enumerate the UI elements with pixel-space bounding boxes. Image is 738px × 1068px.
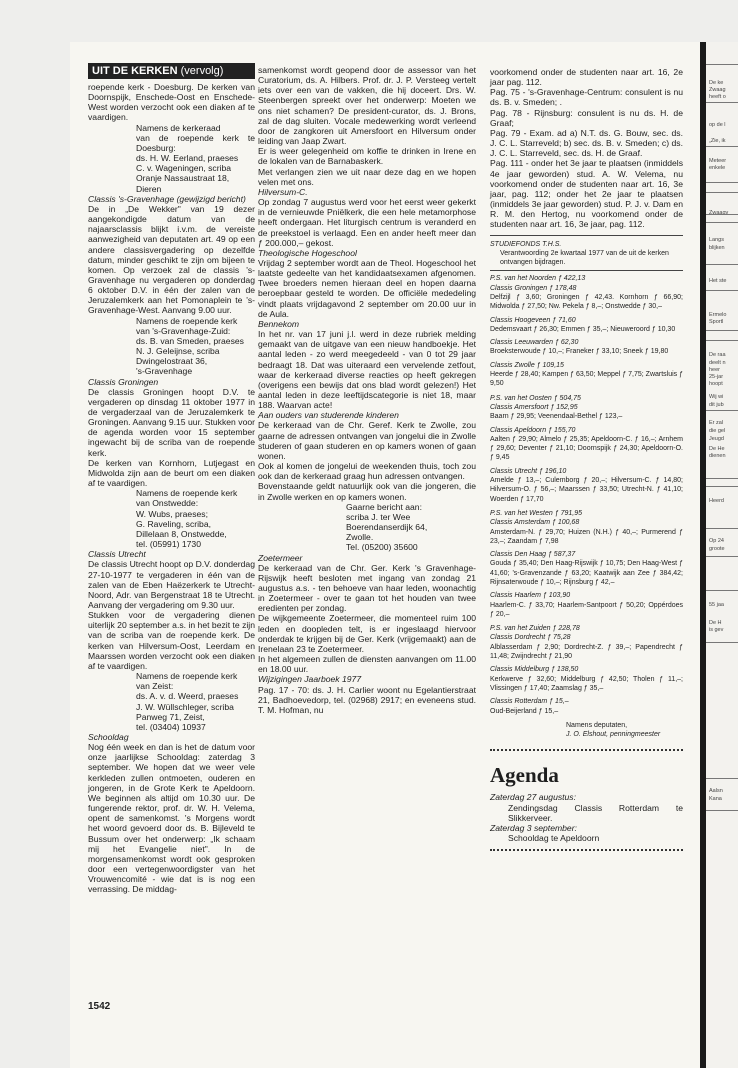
paragraph: Boerendanserdijk 64,: [346, 522, 428, 533]
studiefonds-section: [490, 240, 683, 740]
paragraph: De kerkeraad van de Chr. Geref. Kerk te Zwolle, zou gaarne de adressen ontvangen van jongelui die in Zwolle studeren of gaan studeren en op kamers wonen of gaan wonen.: [258, 420, 476, 461]
fund-entry-heading: Classis Rotterdam ƒ 15,–: [490, 698, 569, 706]
adjacent-page-text: 25-jar: [709, 374, 724, 380]
paragraph: Namens de roepende kerk: [136, 671, 238, 682]
fund-entry-heading: P.S. van het Westen ƒ 791,95: [490, 509, 582, 517]
fund-entry-detail: Heerde ƒ 28,40; Kampen ƒ 63,50; Meppel ƒ 7,75; Zwartsluis ƒ 9,50: [490, 371, 684, 388]
adjacent-page-text: Meteer: [709, 158, 727, 164]
paragraph: Met verlangen zien we uit naar deze dag en we hopen velen met ons.: [258, 166, 476, 187]
adjacent-page-rule: [706, 214, 738, 215]
adjacent-page-rule: [706, 410, 738, 411]
section-heading: Schooldag: [88, 732, 129, 742]
paragraph: De classis Utrecht hoopt op D.V. donderdag 27-10-1977 te vergaderen in één van de zalen van de Eben Haëzerkerk te Utrecht-Noord, Adr. van Bergenstraat 18 te Utrecht. Aanvang der vergadering om 9.30 uur.: [88, 559, 255, 610]
paragraph: Stukken voor de vergadering dienen uiterlijk 20 september a.s. in het bezit te zijn van de scriba van de roepende kerk. De kerken van Hilversum-Oost, Leerdam en Maarssen worden verzocht ook een diaken af te vaardigen.: [88, 610, 255, 671]
fund-entry-detail: Gouda ƒ 35,40; Den Haag-Rijswijk ƒ 10,75; Den Haag-West ƒ 41,60; 's-Gravenzande ƒ 63,20; Kaatwijk aan Zee ƒ 384,42; Rijnsaterwoude ƒ 10,–; Rijnsburg ƒ 42,–: [490, 560, 683, 586]
signature-name: J. O. Elshout, penningmeester: [566, 731, 661, 739]
adjacent-page-text: Het ste: [709, 278, 727, 284]
paragraph: roepende kerk - Doesburg. De kerken van Doornspijk, Enschede-Oost en Enschede-West worden verzocht ook een diaken af te vaardigen.: [88, 82, 255, 123]
adjacent-page-rule: [706, 64, 738, 65]
fund-entry-heading: Classis Apeldoorn ƒ 155,70: [490, 426, 576, 434]
paragraph: De in „De Wekker" van 19 dezer aangekondigde datum van de najaarsclassis blijkt i.v.m. de vereiste aanwezigheid van deputaten art. 49 op een andere classisvergadering op dezelfde datum, minder geschikt te zijn om bijeen te komen. Op verzoek zal de classis 's-Gravenhage nu vergaderen op donderdag 6 oktober D.V. in één der zalen van de Jeruzalemkerk aan het Pomonaplein te 's-Gravenhage-West. Aanvang 9.00 uur.: [88, 203, 255, 316]
page-number: 1542: [88, 1001, 111, 1012]
studiefonds-list: [490, 274, 683, 715]
agenda-list: [490, 792, 683, 843]
section-heading: Classis 's-Gravenhage (gewijzigd bericht): [88, 193, 246, 204]
adjacent-page-text: Op 24: [709, 538, 724, 544]
adjacent-page-text: Langs: [709, 237, 724, 243]
column-1: [88, 63, 255, 895]
paragraph: Dwingelostraat 36,: [136, 356, 208, 367]
adjacent-page-text: De raa: [709, 352, 726, 358]
signature-line: Namens deputaten,: [566, 721, 628, 729]
divider: [490, 270, 683, 271]
paragraph: Oranje Nassaustraat 18,: [136, 173, 230, 184]
adjacent-page-rule: [706, 192, 738, 193]
adjacent-page-text: enkele: [709, 165, 726, 171]
adjacent-page-text: die gel: [709, 428, 726, 434]
paragraph: ds. A. v. d. Weerd, praeses: [136, 691, 239, 702]
fund-entry-heading: P.S. van het Oosten ƒ 504,75: [490, 394, 581, 402]
adjacent-page-text: groote: [709, 546, 725, 552]
paragraph: Pag. 78 - Rijnsburg: consulent is nu ds. H. de Graaf;: [490, 107, 683, 128]
paragraph: ds. B. van Smeden, praeses: [136, 335, 244, 346]
paragraph: voorkomend onder de studenten naar art. 16, 2e jaar pag. 112.: [490, 67, 683, 88]
adjacent-page-text: hoopt: [709, 381, 723, 387]
agenda-date: Zaterdag 3 september:: [490, 822, 577, 833]
paragraph: scriba J. ter Wee: [346, 511, 411, 522]
adjacent-page-text: Er zal: [709, 420, 724, 426]
section-heading: Zoetermeer: [258, 552, 303, 563]
decorative-divider: [490, 849, 683, 855]
adjacent-page-text: Sportl: [709, 319, 724, 325]
adjacent-page-text: Zwaag: [709, 87, 726, 93]
adjacent-page-text: heeft o: [709, 94, 726, 100]
adjacent-page-rule: [706, 528, 738, 529]
fund-entry-heading: Classis Amersfoort ƒ 152,95: [490, 403, 578, 411]
fund-entry-detail: Amsterdam-N. ƒ 29,70; Huizen (N.H.) ƒ 40,–; Purmerend ƒ 23,–; Zaandam ƒ 7,98: [490, 528, 683, 545]
paragraph: Pag. 17 - 70: ds. J. H. Carlier woont nu Egelantierstraat 21, Badhoevedorp, tel. (02968) 2917; en eveneens stud. T. M. Hofman, nu: [258, 684, 476, 715]
banner-suffix: (vervolg): [180, 65, 224, 77]
banner-title: UIT DE KERKEN: [92, 65, 178, 77]
paragraph: van 's-Gravenhage-Zuid:: [136, 325, 231, 336]
adjacent-page-text: deelt n: [709, 360, 726, 366]
paragraph: De wijkgemeente Zoetermeer, die momenteel ruim 100 leden en doopleden telt, is er ingeslaagd hiervoor onderdak te krijgen bij de Ger. Kerk (vrijgemaakt) aan de Irenelaan 23 te Zoetermeer.: [258, 613, 476, 654]
adjacent-page-text: Wij wi: [709, 394, 724, 400]
paragraph: C. v. Wageningen, scriba: [136, 163, 232, 174]
column-3: [490, 67, 683, 863]
agenda-title: Agenda: [490, 763, 559, 788]
section-heading: Classis Groningen: [88, 376, 159, 387]
paragraph: Dieren: [136, 183, 162, 194]
divider: [490, 235, 683, 236]
adjacent-page-text: Zwaagv: [709, 210, 729, 216]
adjacent-page-text: Heerd: [709, 498, 724, 504]
section-heading: Bennekom: [258, 318, 300, 329]
adjacent-page-text: 55 jaa: [709, 602, 724, 608]
paragraph: ds. H. W. Eerland, praeses: [136, 153, 239, 164]
paragraph: Pag. 75 - 's-Gravenhage-Centrum: consulent is nu ds. B. v. Smeden; .: [490, 87, 683, 108]
fund-entry-heading: P.S. van het Noorden ƒ 422,13: [490, 275, 586, 283]
section-heading: Aan ouders van studerende kinderen: [258, 410, 399, 421]
paragraph: J. W. Wüllschleger, scriba: [136, 701, 234, 712]
paragraph: In het algemeen zullen de diensten aanvangen om 11.00 en 18.00 uur.: [258, 654, 476, 675]
studiefonds-title: STUDIEFONDS T.H.S.: [490, 240, 562, 248]
fund-entry-heading: Classis Leeuwarden ƒ 62,30: [490, 339, 579, 347]
paragraph: N. J. Geleijnse, scriba: [136, 346, 220, 357]
paragraph: In het nr. van 17 juni j.l. werd in deze rubriek melding gemaakt van de uitgave van een nieuw handboekje. Het aantal leden - zo werd meegedeeld - van 0 tot 29 jaar bedraagt 18. Dat was uiteraard een vervelende zetfout, waar de kerkeraad diverse reacties op heeft gekregen (overigens een bewijs dat ons blad wordt gelezen!) Het aantal leden in deze leeftijdscategorie is niet 18, maar 188. Waarvan acte!: [258, 329, 476, 411]
fund-entry-detail: Delfzijl ƒ 3,60; Groningen ƒ 42,43. Kornhorn ƒ 66,90; Midwolda ƒ 27,50; Nw. Pekela ƒ 8,–; Onstwedde ƒ 30,–: [490, 293, 683, 311]
studiefonds-intro: Verantwoording 2e kwartaal 1977 van de uit de kerken ontvangen bijdragen.: [500, 249, 669, 267]
column-2: [258, 65, 476, 715]
fund-entry-heading: Classis Middelburg ƒ 138,50: [490, 666, 579, 674]
adjacent-page-text: is gev: [709, 627, 724, 633]
adjacent-page-text: blijken: [709, 245, 725, 251]
column-3-text: [490, 67, 683, 230]
paragraph: tel. (05991) 1730: [136, 539, 201, 550]
adjacent-page-text: Kana: [709, 796, 722, 802]
adjacent-page-rule: [706, 146, 738, 147]
adjacent-page-rule: [706, 330, 738, 331]
adjacent-page-rule: [706, 778, 738, 779]
section-heading: Hilversum-C.: [258, 186, 308, 197]
agenda-event: Schooldag te Apeldoorn: [508, 833, 600, 844]
fund-entry-detail: Broeksterwoude ƒ 10,–; Franeker ƒ 33,10; Sneek ƒ 19,80: [490, 348, 669, 356]
fund-entry-heading: Classis Amsterdam ƒ 100,68: [490, 519, 580, 527]
adjacent-page-text: Jeugd: [709, 436, 724, 442]
fund-entry-detail: Alblasserdam ƒ 2,90; Dordrecht-Z. ƒ 39,–; Papendrecht ƒ 11,48; Zwijndrecht ƒ 21,90: [490, 643, 683, 661]
adjacent-page-text: heer: [709, 367, 721, 373]
paragraph: Namens de roepende kerk: [136, 488, 238, 499]
paragraph: samenkomst wordt geopend door de assessor van het Curatorium, ds. A. Hilbers. Prof. dr. J. P. Versteeg vertelt iets over een van de vakken, die hij doceert. Drs. W. Steenbergen spreekt over het onderwerp: Moeten we ons niet schamen? De president-curator, ds. J. Brons, zal de dag sluiten. Vocale medewerking wordt verleend door de zangkoren uit Amersfoort en Hilversum onder leiding van Jaap Zwart.: [258, 65, 476, 147]
adjacent-page-text: dit jub: [709, 402, 724, 408]
fund-entry-heading: Classis Den Haag ƒ 587,37: [490, 551, 576, 559]
fund-entry-heading: Classis Dordrecht ƒ 75,28: [490, 634, 571, 642]
fund-entry-heading: Classis Haarlem ƒ 103,90: [490, 592, 571, 600]
adjacent-page-text: Aalsn: [709, 788, 723, 794]
section-heading: Classis Utrecht: [88, 549, 146, 560]
paragraph: Er is weer gelegenheid om koffie te drinken in Irene en de lokalen van de Barnabaskerk.: [258, 146, 476, 167]
adjacent-page-rule: [706, 290, 738, 291]
adjacent-page-text: „Zie, ik: [709, 138, 726, 144]
paragraph: Namens de roepende kerk: [136, 315, 238, 326]
adjacent-page-rule: [706, 486, 738, 487]
paragraph: Vrijdag 2 september wordt aan de Theol. Hogeschool het laatste gedeelte van het kandidaatsexamen afgenomen. Twee broeders nemen hieraan deel en hopen daarna beroepbaar gesteld te worden. De officiële mededeling vindt plaats vrijdagavond 2 september om 20.00 uur in de Aula.: [258, 257, 476, 319]
paragraph: van de roepende kerk te Doesburg:: [136, 132, 255, 153]
paragraph: Gaarne bericht aan:: [346, 501, 422, 512]
fund-entry-heading: Classis Utrecht ƒ 196,10: [490, 467, 567, 475]
fund-entry-detail: Baarn ƒ 29,95; Veenendaal-Bethel ƒ 123,–: [490, 413, 623, 421]
paragraph: van Onstwedde:: [136, 498, 199, 509]
paragraph: Pag. 111 - onder het 3e jaar te plaatsen (inmiddels 4e jaar geworden) stud. A. W. Velema, nu voorkomend onder de studenten naar art. 16, 3e jaar, pag. 112; onder het 2e jaar te plaatsen (inmiddels 3e jaar geworden) stud. P. J. v. Dam en R. M. den Hertog, nu voorkomend onder de studenten naar art. 16, 3e jaar, pag. 112.: [490, 158, 683, 230]
adjacent-page-text: De ke: [709, 80, 724, 86]
adjacent-page-rule: [706, 556, 738, 557]
adjacent-page-rule: [706, 642, 738, 643]
paragraph: W. Wubs, praeses;: [136, 508, 208, 519]
adjacent-page-rule: [706, 810, 738, 811]
fund-entry-detail: Haarlem-C. ƒ 33,70; Haarlem-Santpoort ƒ 50,20; Oppérdoes ƒ 20,–: [490, 601, 683, 618]
section-heading: Theologische Hogeschool: [258, 247, 357, 258]
paragraph: Namens de kerkeraad: [136, 122, 221, 133]
paragraph: tel. (03404) 10937: [136, 721, 206, 732]
adjacent-page-rule: [706, 340, 738, 341]
paragraph: Tel. (05200) 35600: [346, 542, 418, 553]
fund-entry-detail: Aalten ƒ 29,90; Almelo ƒ 25,35; Apeldoorn-C. ƒ 16,–; Arnhem ƒ 29,60; Deventer ƒ 21,10; Doornspijk ƒ 24,30; Apeldoorn-O. ƒ 9,45: [490, 435, 683, 462]
paragraph: Bovenstaande geldt natuurlijk ook van die jongeren, die in Zwolle werken en op kamers wonen.: [258, 481, 476, 502]
fund-entry-heading: P.S. van het Zuiden ƒ 228,78: [490, 625, 580, 633]
fund-entry-heading: Classis Zwolle ƒ 109,15: [490, 361, 564, 369]
section-banner: [88, 63, 255, 79]
paragraph: Pag. 79 - Exam. ad a) N.T. ds. G. Bouw, sec. ds. J. C. L. Starreveld; b) sec. ds. B. v. Smeden; c) ds. J. C. L. Starreveld, sec. ds. H. de Graaf.: [490, 127, 683, 159]
adjacent-page-text: dienen: [709, 453, 726, 459]
fund-entry-heading: Classis Groningen ƒ 178,48: [490, 284, 577, 292]
paragraph: van Zeist:: [136, 681, 174, 692]
adjacent-page-strip: [706, 42, 738, 1068]
paragraph: De kerken van Kornhorn, Lutjegast en Midwolda zijn aan de beurt om een diaken af te vaardigen.: [88, 457, 255, 489]
adjacent-page-rule: [706, 590, 738, 591]
paragraph: Ook al komen de jongelui de weekenden thuis, toch zou ook dan de kerkeraad graag hun adressen ontvangen.: [258, 461, 476, 482]
paragraph: 's-Gravenhage: [136, 366, 193, 377]
fund-entry-detail: Kerkwerve ƒ 32,60; Middelburg ƒ 42,50; Tholen ƒ 11,–; Vlissingen ƒ 17,40; Zaamslag ƒ 35,–: [490, 675, 683, 692]
paragraph: De classis Groningen hoopt D.V. te vergaderen op dinsdag 11 oktober 1977 in de vergaderzaal van de Jeruzalemkerk te Groningen. Aanvang 9.15 uur. Stukken voor de agenda worden voor 15 september ingewacht bij de scriba van de roepende kerk.: [88, 386, 255, 458]
paragraph: Dillelaan 8, Onstwedde,: [136, 528, 227, 539]
fund-entry-detail: Amelde ƒ 13,–; Culemborg ƒ 20,–; Hilversum-C. ƒ 14,80; Hilversum-O. ƒ 56,–; Maarssen ƒ 33,50; Utrecht-N. ƒ 41,10; Woerden ƒ 17,70: [490, 477, 683, 503]
paragraph: Op zondag 7 augustus werd voor het eerst weer gekerkt in de vernieuwde Pniëlkerk, die een hele metamorphose heeft ondergaan. Het liturgisch centrum is veranderd en de preekstoel is verlaagd. Een en ander heeft meer dan ƒ 200.000,– gekost.: [258, 197, 476, 248]
adjacent-page-rule: [706, 478, 738, 479]
paragraph: Zwolle.: [346, 532, 374, 543]
paragraph: Nog één week en dan is het de datum voor onze jaarlijkse Schooldag: zaterdag 3 september. We hopen dat we weer vele kerkleden zullen ontmoeten, ouderen en jongeren, in de Grote Kerk te Apeldoorn. We beginnen als altijd om 10.30 uur. De fungerende rektor, prof. dr. W. H. Velema, opent de samenkomst. 's Morgens wordt het woord gevoerd door ds. B. Bijleveld te Bussum over het onderwerp: „Ik schaam mij het Evangelie niet". In de morgensamenkomst wordt ook gesproken door een vertegenwoordigster van het Vrouwencomité - wie dat is is nog een verrassing. De middag-: [88, 742, 255, 895]
adjacent-page-rule: [706, 264, 738, 265]
adjacent-page-text: op de l: [709, 122, 726, 128]
fund-entry-detail: Oud-Beijerland ƒ 15,–: [490, 707, 559, 715]
adjacent-page-rule: [706, 182, 738, 183]
agenda-date: Zaterdag 27 augustus:: [490, 792, 576, 803]
paragraph: Panweg 71, Zeist,: [136, 711, 205, 722]
adjacent-page-text: De H: [709, 620, 722, 626]
agenda-event: Zendingsdag Classis Rotterdam te Slikkerveer.: [508, 802, 683, 823]
decorative-divider: [490, 749, 683, 755]
adjacent-page-rule: [706, 222, 738, 223]
paragraph: De kerkeraad van de Chr. Ger. Kerk 's Gravenhage-Rijswijk heeft besloten met ingang van zondag 21 augustus a.s. - ten behoeve van haar leden, woonachtig in Zoetermeer - over te gaan tot het houden van twee eredienten per zondag.: [258, 562, 476, 614]
paragraph: G. Raveling, scriba,: [136, 518, 211, 529]
fund-entry-heading: Classis Hoogeveen ƒ 71,60: [490, 316, 576, 324]
fund-entry-detail: Dedemsvaart ƒ 26,30; Emmen ƒ 35,–; Nieuweroord ƒ 10,30: [490, 325, 676, 333]
section-heading: Wijzigingen Jaarboek 1977: [258, 674, 362, 685]
adjacent-page-text: Ermelo: [709, 312, 727, 318]
adjacent-page-rule: [706, 102, 738, 103]
adjacent-page-text: De He: [709, 446, 725, 452]
